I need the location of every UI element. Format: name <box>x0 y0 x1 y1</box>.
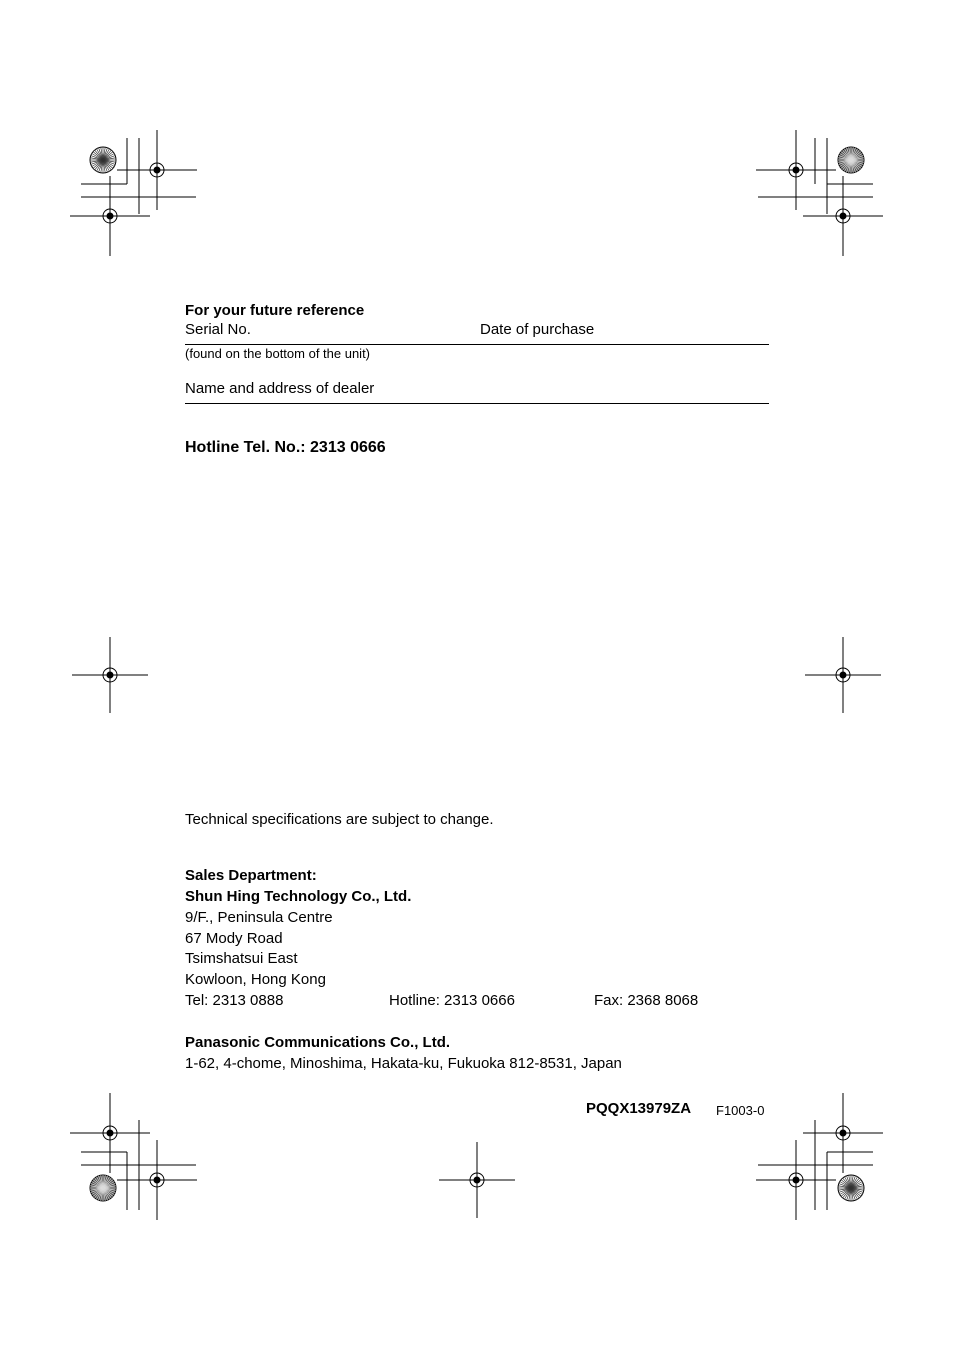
crosshair-mark <box>439 1142 515 1218</box>
dealer-label: Name and address of dealer <box>185 380 375 397</box>
sales-fax: Fax: 2368 8068 <box>594 992 699 1009</box>
crosshair-mark <box>72 637 148 713</box>
crosshair-mark <box>803 176 883 256</box>
crosshair-mark <box>117 130 197 210</box>
reference-heading: For your future reference <box>185 302 365 319</box>
starburst-mark <box>90 147 116 173</box>
crosshair-mark <box>756 130 836 210</box>
sales-company-name: Shun Hing Technology Co., Ltd. <box>185 888 412 905</box>
spec-notice: Technical specifications are subject to change. <box>185 811 494 828</box>
sales-tel: Tel: 2313 0888 <box>185 992 284 1009</box>
serial-location-note: (found on the bottom of the unit) <box>185 346 371 361</box>
sales-address-line: 9/F., Peninsula Centre <box>185 909 333 926</box>
manufacturer-name: Panasonic Communications Co., Ltd. <box>185 1034 451 1051</box>
manufacturer-address: 1-62, 4-chome, Minoshima, Hakata-ku, Fukuoka 812-8531, Japan <box>185 1055 622 1072</box>
crosshair-mark <box>117 1140 197 1220</box>
hotline-heading: Hotline Tel. No.: 2313 0666 <box>185 439 386 456</box>
sales-department-label: Sales Department: <box>185 867 317 884</box>
crosshair-mark <box>70 1093 150 1173</box>
sales-address-line: 67 Mody Road <box>185 930 283 947</box>
starburst-mark <box>838 147 864 173</box>
sales-address-line: Tsimshatsui East <box>185 950 298 967</box>
starburst-mark <box>838 1175 864 1201</box>
model-code: PQQX13979ZA <box>586 1100 692 1117</box>
dealer-line <box>185 403 769 404</box>
serial-number-label: Serial No. <box>185 321 251 338</box>
crosshair-mark <box>805 637 881 713</box>
revision-code: F1003-0 <box>716 1103 765 1118</box>
sales-address-line: Kowloon, Hong Kong <box>185 971 326 988</box>
sales-hotline: Hotline: 2313 0666 <box>389 992 515 1009</box>
crosshair-mark <box>756 1140 836 1220</box>
crosshair-mark <box>70 176 150 256</box>
date-of-purchase-label: Date of purchase <box>480 321 595 338</box>
starburst-mark <box>90 1175 116 1201</box>
